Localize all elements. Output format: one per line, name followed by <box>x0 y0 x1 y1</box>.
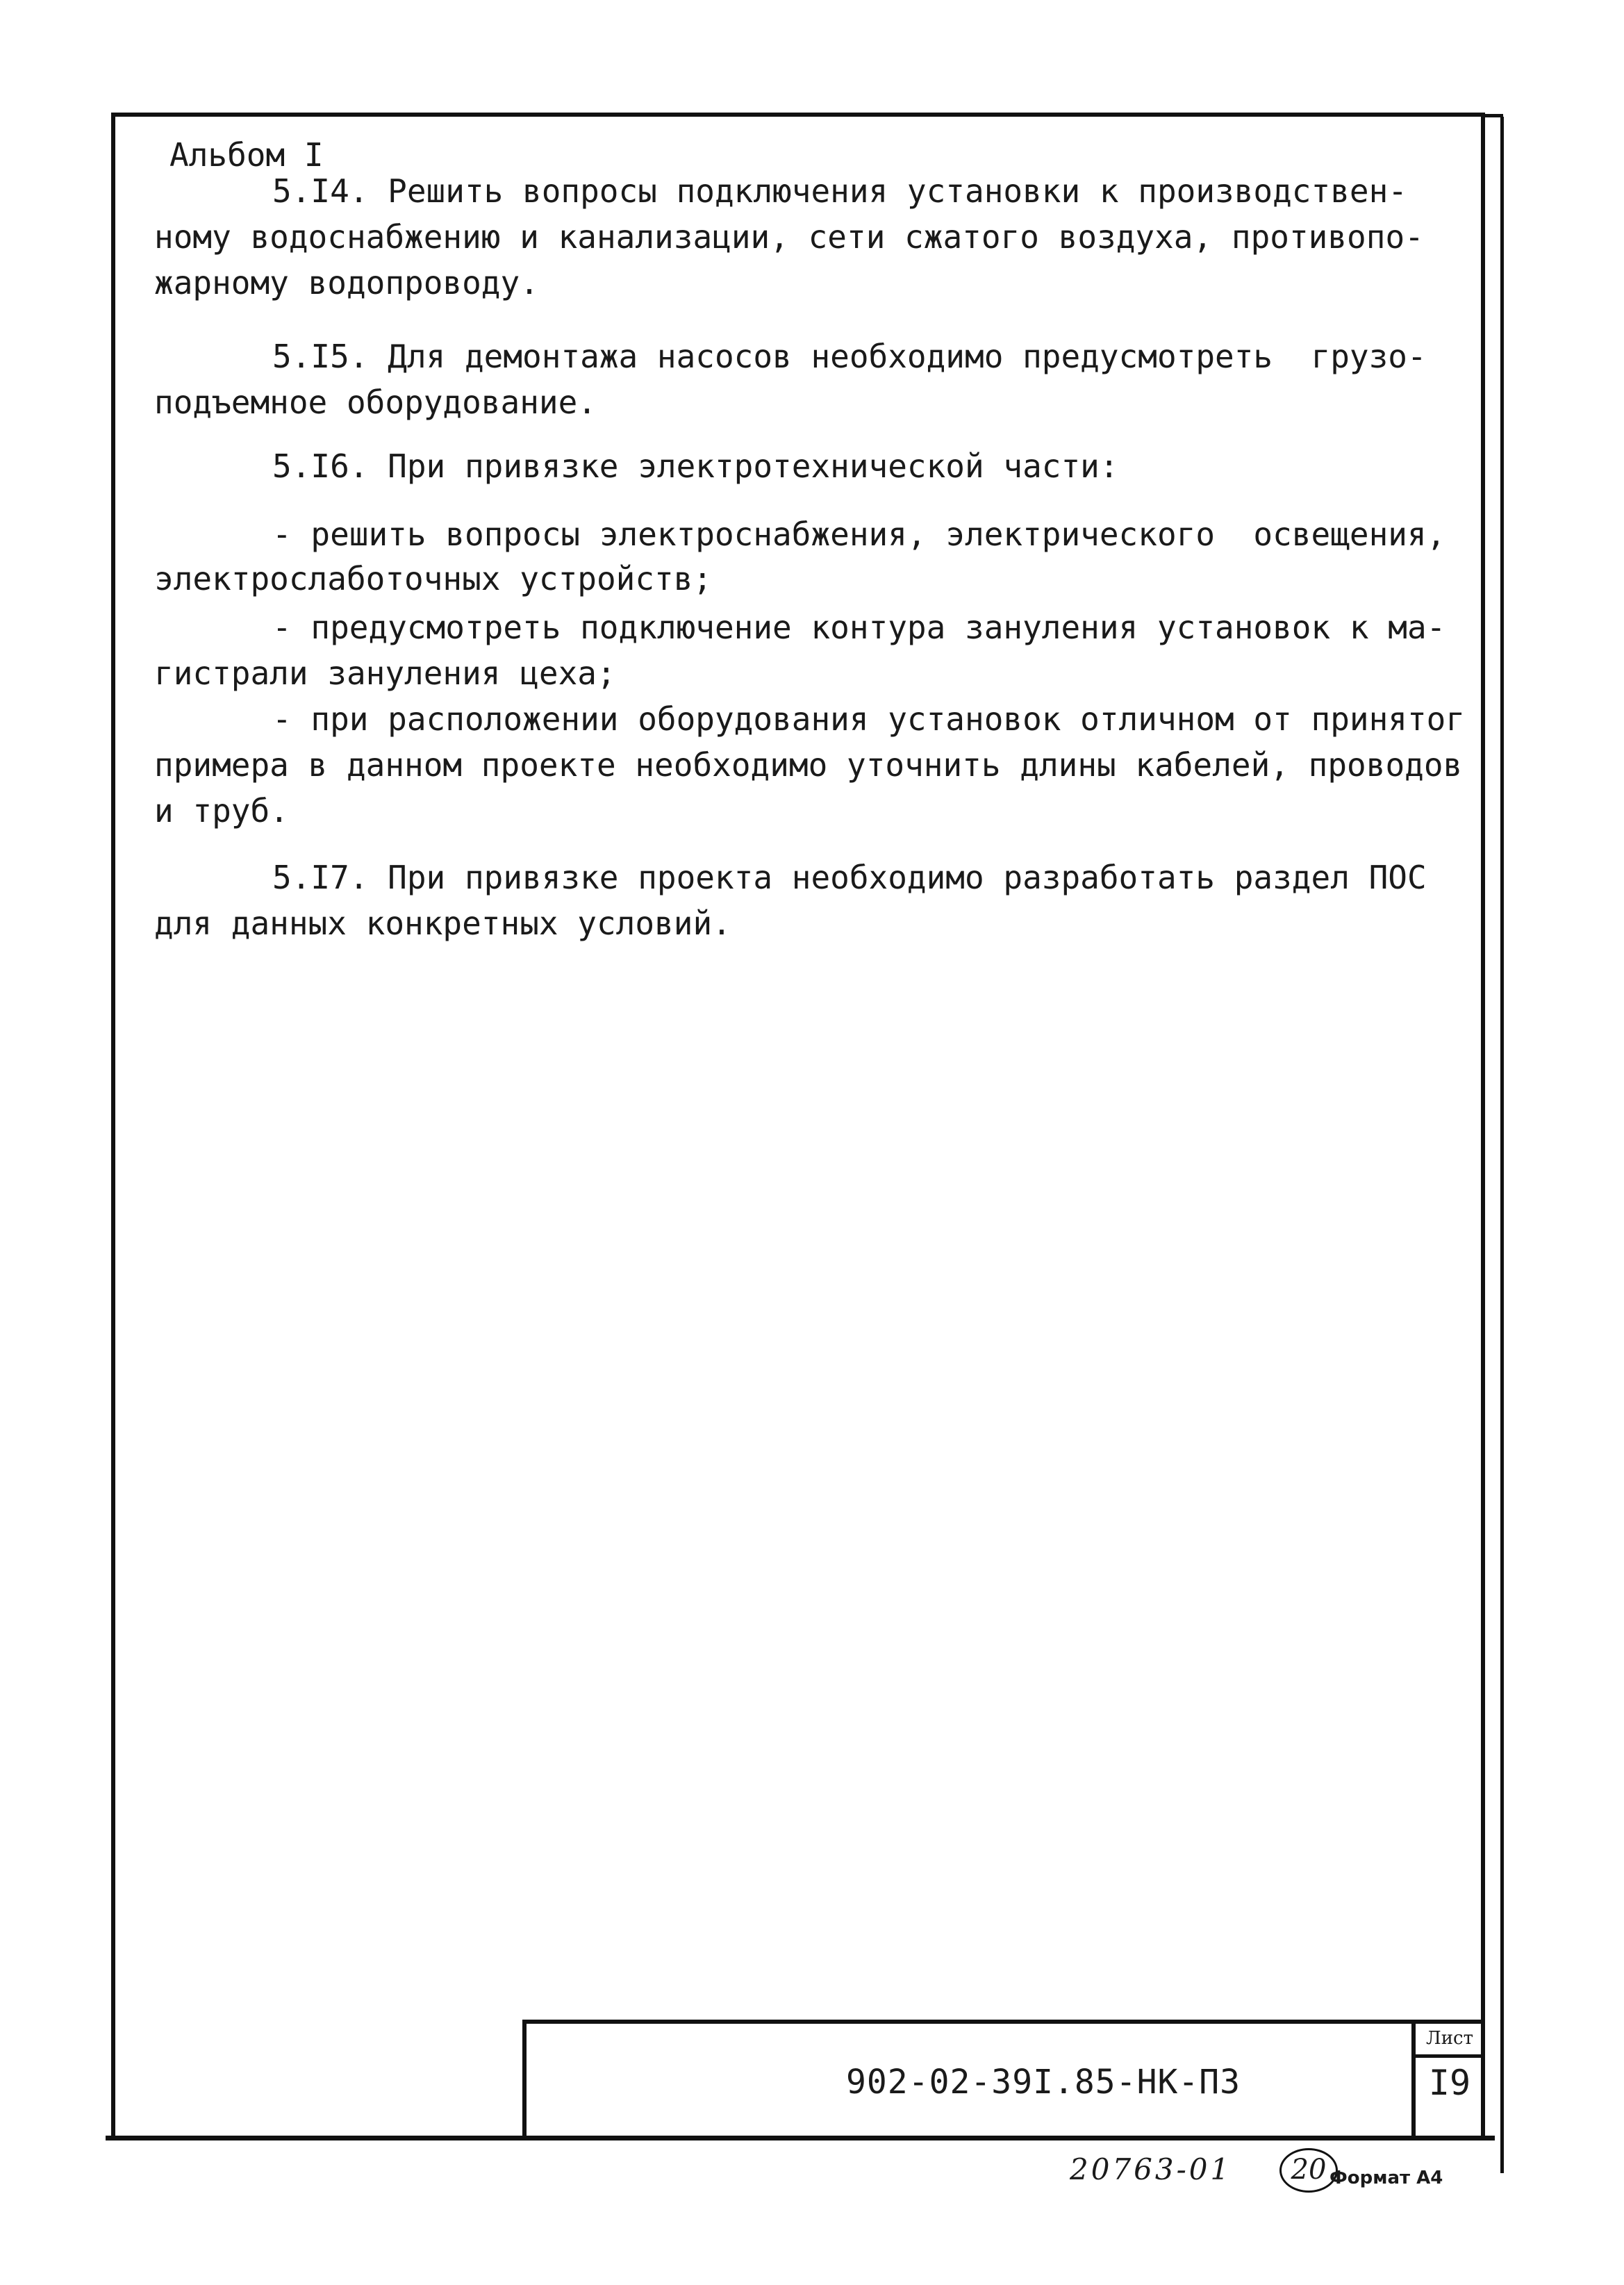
paragraph-5-15-line-2: подъемное оборудование. <box>154 383 597 421</box>
format-label: Формат А4 <box>1329 2168 1443 2188</box>
document-code: 902-02-39I.85-НК-ПЗ <box>846 2063 1241 2102</box>
paragraph-5-16-heading: 5.I6. При привязке электротехнической части: <box>272 447 1119 485</box>
outer-border-line <box>1500 117 1504 2173</box>
paragraph-5-16-item-2-line-1: - предусмотреть подключение контура зануления установок к ма- <box>272 609 1446 646</box>
paragraph-5-16-item-3-line-3: и труб. <box>154 792 289 830</box>
sheet-number: I9 <box>1428 2063 1471 2103</box>
paragraph-5-16-item-1-line-1: - решить вопросы электроснабжения, электрического освещения, <box>272 515 1446 553</box>
paragraph-5-14-line-2: ному водоснабжению и канализации, сети сжатого воздуха, противопо- <box>154 218 1424 256</box>
sheet-label: Лист <box>1416 2024 1484 2058</box>
circled-page-number: 20 <box>1279 2148 1338 2193</box>
album-label: Альбом I <box>169 136 324 174</box>
paragraph-5-17-line-1: 5.I7. При привязке проекта необходимо разработать раздел ПОС <box>272 859 1427 896</box>
inventory-number: 20763-01 <box>1070 2152 1232 2186</box>
paragraph-5-16-item-3-line-1: - при расположении оборудования установок отличном от принятог <box>272 700 1466 738</box>
title-block-main-cell <box>522 2020 1416 2138</box>
paragraph-5-17-line-2: для данных конкретных условий. <box>154 905 731 942</box>
sheet-cell <box>1411 2020 1484 2138</box>
paragraph-5-16-item-1-line-2: электрослаботочных устройств; <box>154 560 713 597</box>
paragraph-5-15-line-1: 5.I5. Для демонтажа насосов необходимо предусмотреть грузо- <box>272 338 1427 375</box>
paragraph-5-16-item-2-line-2: гистрали зануления цеха; <box>154 654 616 692</box>
paragraph-5-14-line-1: 5.I4. Решить вопросы подключения установки к производствен- <box>272 172 1407 210</box>
outer-border-corner <box>1484 114 1503 117</box>
paragraph-5-16-item-3-line-2: примера в данном проекте необходимо уточнить длины кабелей, проводов <box>154 746 1463 784</box>
paragraph-5-14-line-3: жарному водопроводу. <box>154 264 539 302</box>
title-block <box>522 2020 1488 2138</box>
